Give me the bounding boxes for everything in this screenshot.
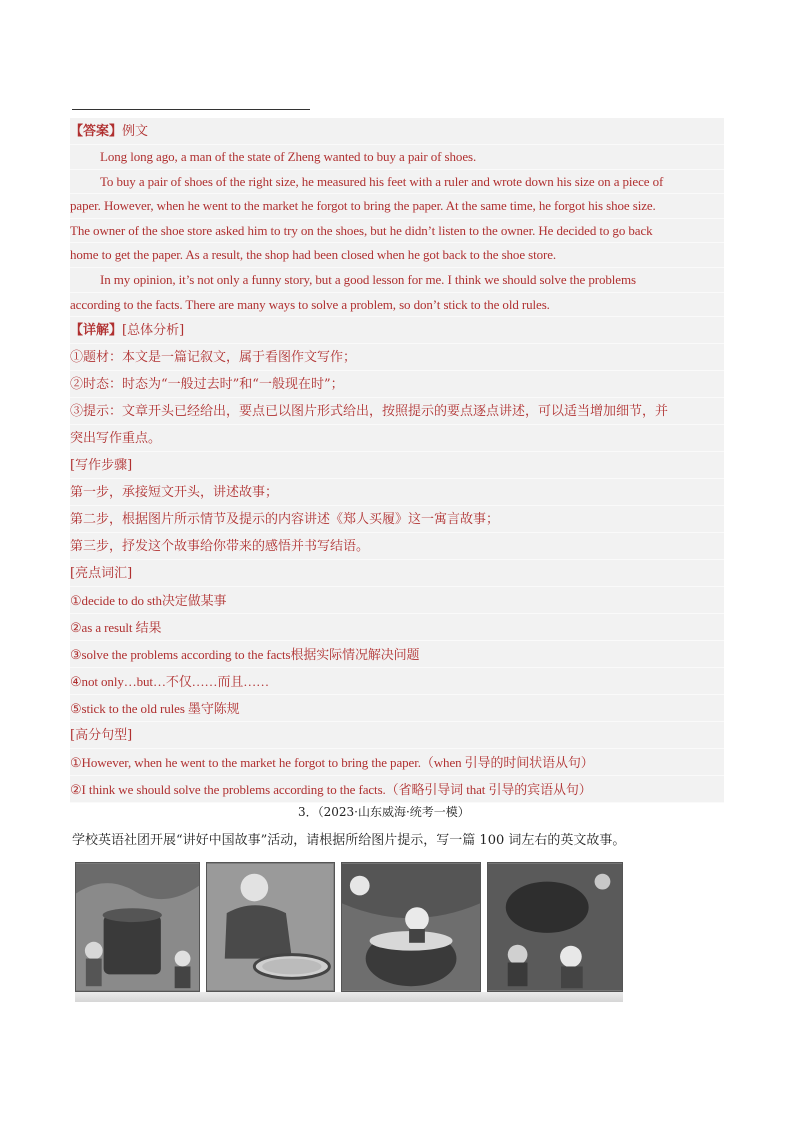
footnote-rule	[72, 109, 310, 110]
detail-label-line	[70, 317, 724, 344]
essay-line: The owner of the shoe store asked him to try on the shoes, but he didn’t listen to the owner. He decided to go back	[70, 219, 724, 244]
vocab-heading: [亮点词汇]	[70, 560, 724, 587]
question-prompt: 学校英语社团开展“讲好中国故事”活动，请根据所给图片提示，写一篇 100 词左右的英文故事。	[72, 833, 626, 848]
story-pictures	[75, 862, 623, 1000]
step-line: 第一步，承接短文开头，讲述故事；	[70, 479, 724, 506]
question-number: 3．（2023·山东威海·统考一模）	[298, 805, 470, 819]
picture-illustration-icon	[488, 863, 622, 991]
essay-line: according to the facts. There are many ways to solve a problem, so don’t stick to the old rules.	[70, 293, 724, 318]
picture-illustration-icon	[207, 863, 333, 991]
story-picture-4	[487, 862, 623, 992]
detail-label: 【详解】	[70, 323, 123, 339]
step-line: 第二步，根据图片所示情节及提示的内容讲述《郑人买履》这一寓言故事；	[70, 506, 724, 533]
sentence-line: ①However, when he went to the market he forgot to bring the paper.（when 引导的时间状语从句）	[70, 749, 724, 776]
story-picture-3	[341, 862, 481, 992]
steps-heading: [写作步骤]	[70, 452, 724, 479]
analysis-line: ②时态：时态为“一般过去时”和“一般现在时”；	[70, 371, 724, 398]
answer-label-text: 例文	[122, 124, 149, 139]
answer-label: 【答案】	[70, 124, 123, 139]
vocab-line: ④not only…but…不仅……而且……	[70, 668, 724, 695]
vocab-line: ②as a result 结果	[70, 614, 724, 641]
picture-illustration-icon	[76, 863, 199, 991]
essay-line: home to get the paper. As a result, the shop had been closed when he got back to the shoe store.	[70, 243, 724, 268]
essay-line: paper. However, when he went to the market he forgot to bring the paper. At the same time, he forgot his shoe size.	[70, 194, 724, 219]
answer-block	[70, 118, 724, 803]
analysis-line: ③提示：文章开头已经给出，要点已以图片形式给出，按照提示的要点逐点讲述，可以适当增加细节，并	[70, 398, 724, 425]
vocab-line: ⑤stick to the old rules 墨守陈规	[70, 695, 724, 722]
analysis-line: 突出写作重点。	[70, 425, 724, 452]
vocab-line: ③solve the problems according to the facts根据实际情况解决问题	[70, 641, 724, 668]
scan-residue-strip	[75, 992, 623, 1002]
vocab-line: ①decide to do sth决定做某事	[70, 587, 724, 614]
essay-line: In my opinion, it’s not only a funny story, but a good lesson for me. I think we should solve the problems	[70, 268, 724, 293]
analysis-line: ①题材：本文是一篇记叙文，属于看图作文写作；	[70, 344, 724, 371]
picture-illustration-icon	[342, 863, 480, 991]
essay-line: To buy a pair of shoes of the right size, he measured his feet with a ruler and wrote down his size on a piece of	[70, 170, 724, 195]
step-line: 第三步，抒发这个故事给你带来的感悟并书写结语。	[70, 533, 724, 560]
sentence-line: ②I think we should solve the problems according to the facts.（省略引导词 that 引导的宾语从句）	[70, 776, 724, 803]
essay-line: Long long ago, a man of the state of Zheng wanted to buy a pair of shoes.	[70, 145, 724, 170]
story-picture-2	[206, 862, 334, 992]
story-picture-1	[75, 862, 200, 992]
detail-label-text: [总体分析]	[122, 323, 185, 339]
sentences-heading: [高分句型]	[70, 722, 724, 749]
answer-label-line	[70, 118, 724, 145]
